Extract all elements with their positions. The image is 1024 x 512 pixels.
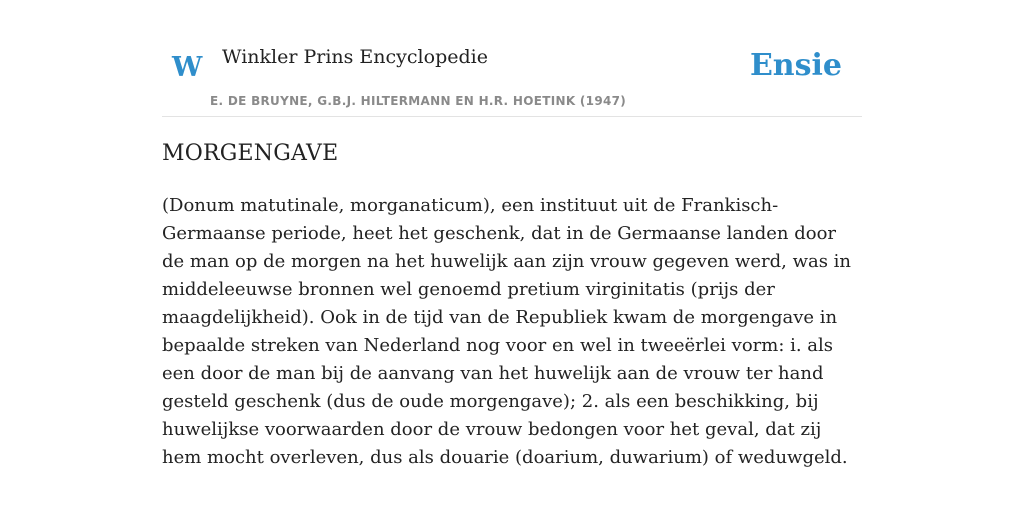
- ensie-logo[interactable]: Ensie: [749, 48, 842, 83]
- article-card: [162, 0, 862, 512]
- encyclopedia-header: [162, 0, 862, 117]
- winkler-prins-logo[interactable]: W: [172, 52, 203, 83]
- encyclopedia-title[interactable]: Winkler Prins Encyclopedie: [222, 46, 488, 68]
- article-body: (Donum matutinale, morganaticum), een instituut uit de Frankisch-Germaanse periode, heet het geschenk, dat in de Germaanse landen door de man op de morgen na het huwelijk aan zijn vrouw gegeven werd, was in middeleeuwse bronnen wel genoemd pretium virginitatis (prijs der maagdelijkheid). Ook in de tijd van de Republiek kwam de morgengave in bepaalde streken van Nederland nog voor en wel in tweeërlei vorm: i. als een door de man bij de aanvang van het huwelijk aan de vrouw ter hand gesteld geschenk (dus de oude morgengave); 2. als een beschikking, bij huwelijkse voorwaarden door de vrouw bedongen voor het geval, dat zij hem mocht overleven, dus als douarie (doarium, duwarium) of weduwgeld.: [162, 195, 852, 468]
- authors-line: E. DE BRUYNE, G.B.J. HILTERMANN EN H.R. HOETINK (1947): [210, 94, 627, 108]
- article-title: MORGENGAVE: [162, 141, 339, 166]
